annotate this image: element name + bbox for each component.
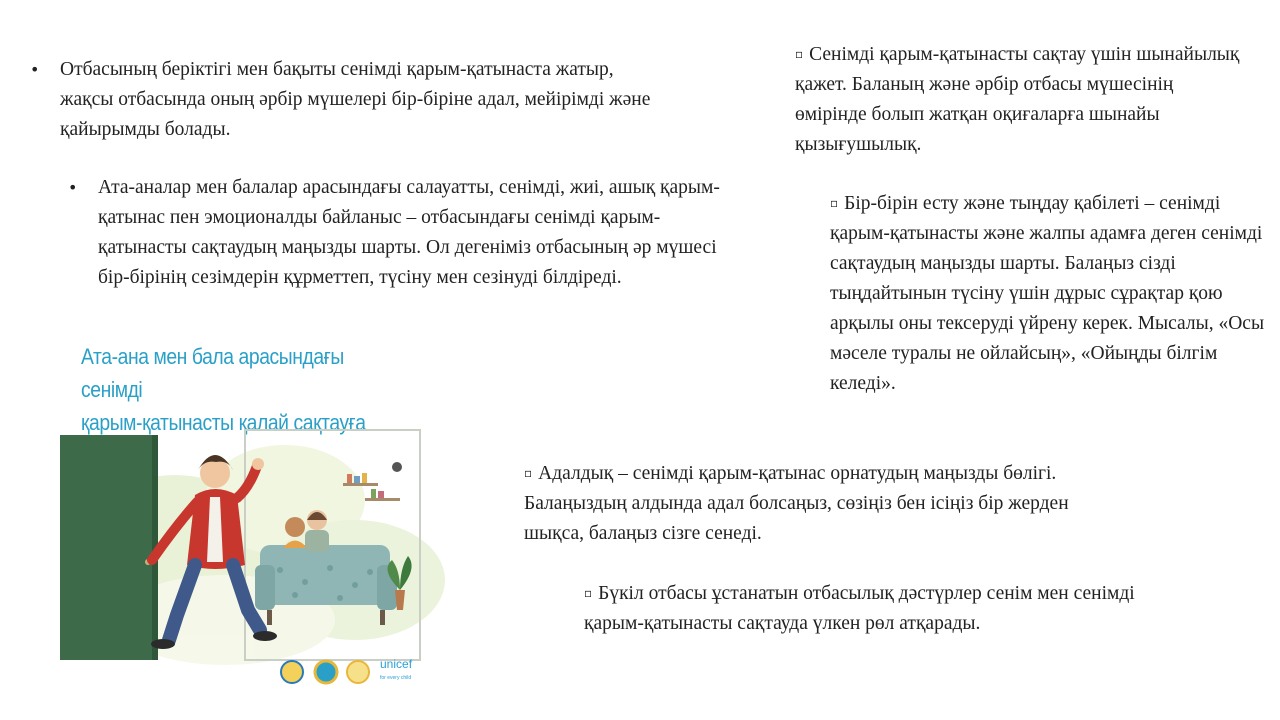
square-bullet: ▫ <box>830 196 839 210</box>
block-text: Бір-бірін есту және тыңдау қабілеті – сенімді қарым-қатынасты және жалпы адамға деген сенімді сақтаудың маңызды шарты. Балаңыз сізді тыңдайтынын түсіну үшін дұрыс сұрақтар қою арқылы оны тексеруді үйрену керек. Мысалы, «Осы мәселе туралы не ойлайсың», «Ойыңды білгім келеді». <box>830 193 1265 394</box>
right-block-1 <box>795 39 1240 160</box>
logo-3-icon <box>347 661 369 683</box>
bullet-text: Ата-аналар мен балалар арасындағы салауатты, сенімді, жиі, ашық қарым-қатынас пен эмоционалды байланыс – отбасындағы сенімді қарым-қатынасты сақтаудың маңызды шарты. Ол дегеніміз отбасының әр мүшесі бір-бірінің сезімдерін құрметтеп, түсіну мен сезінуді білдіреді. <box>98 177 720 288</box>
illustration-scene <box>55 330 445 692</box>
square-bullet: ▫ <box>524 466 533 480</box>
left-bullet-1 <box>30 55 690 145</box>
square-bullet: ▫ <box>584 586 593 600</box>
right-block-2 <box>830 188 1275 399</box>
block-text: Сенімді қарым-қатынасты сақтау үшін шынайылық қажет. Баланың және әрбір отбасы мүшесінің өмірінде болып жатқан оқиғаларға шынайы қызығушылық. <box>795 44 1240 155</box>
logo-2-icon <box>315 661 337 683</box>
unicef-subtext: for every child <box>380 675 412 681</box>
illustration <box>55 330 445 692</box>
square-bullet: ▫ <box>795 47 804 61</box>
bullet-dot: • <box>68 178 78 197</box>
door <box>60 435 158 660</box>
bullet-dot: • <box>30 60 40 79</box>
logo-1-icon <box>281 661 303 683</box>
illustration-title-line-2: қарым-қатынасты қалай сақтауға <box>81 410 366 435</box>
illustration-title-line-1: Ата-ана мен бала арасындағы сенімді <box>81 344 344 402</box>
block-text: Адалдық – сенімді қарым-қатынас орнатудың маңызды бөлігі. Балаңыздың алдында адал болсаңыз, сөзіңіз бен ісіңіз бір жерден шықса, балаңыз сізге сенеді. <box>524 463 1069 544</box>
right-block-4 <box>584 578 1194 639</box>
right-block-3 <box>524 458 1124 549</box>
unicef-logo: unicef <box>380 657 413 671</box>
bullet-text: Отбасының беріктігі мен бақыты сенімді қарым-қатынаста жатыр, жақсы отбасында оның әрбір мүшелері бір-біріне адал, мейірімді және қайырымды болады. <box>60 59 651 140</box>
block-text: Бүкіл отбасы ұстанатын отбасылық дәстүрлер сенім мен сенімді қарым-қатынасты сақтауда үлкен рөл атқарады. <box>584 583 1135 634</box>
left-bullet-2 <box>68 173 738 293</box>
